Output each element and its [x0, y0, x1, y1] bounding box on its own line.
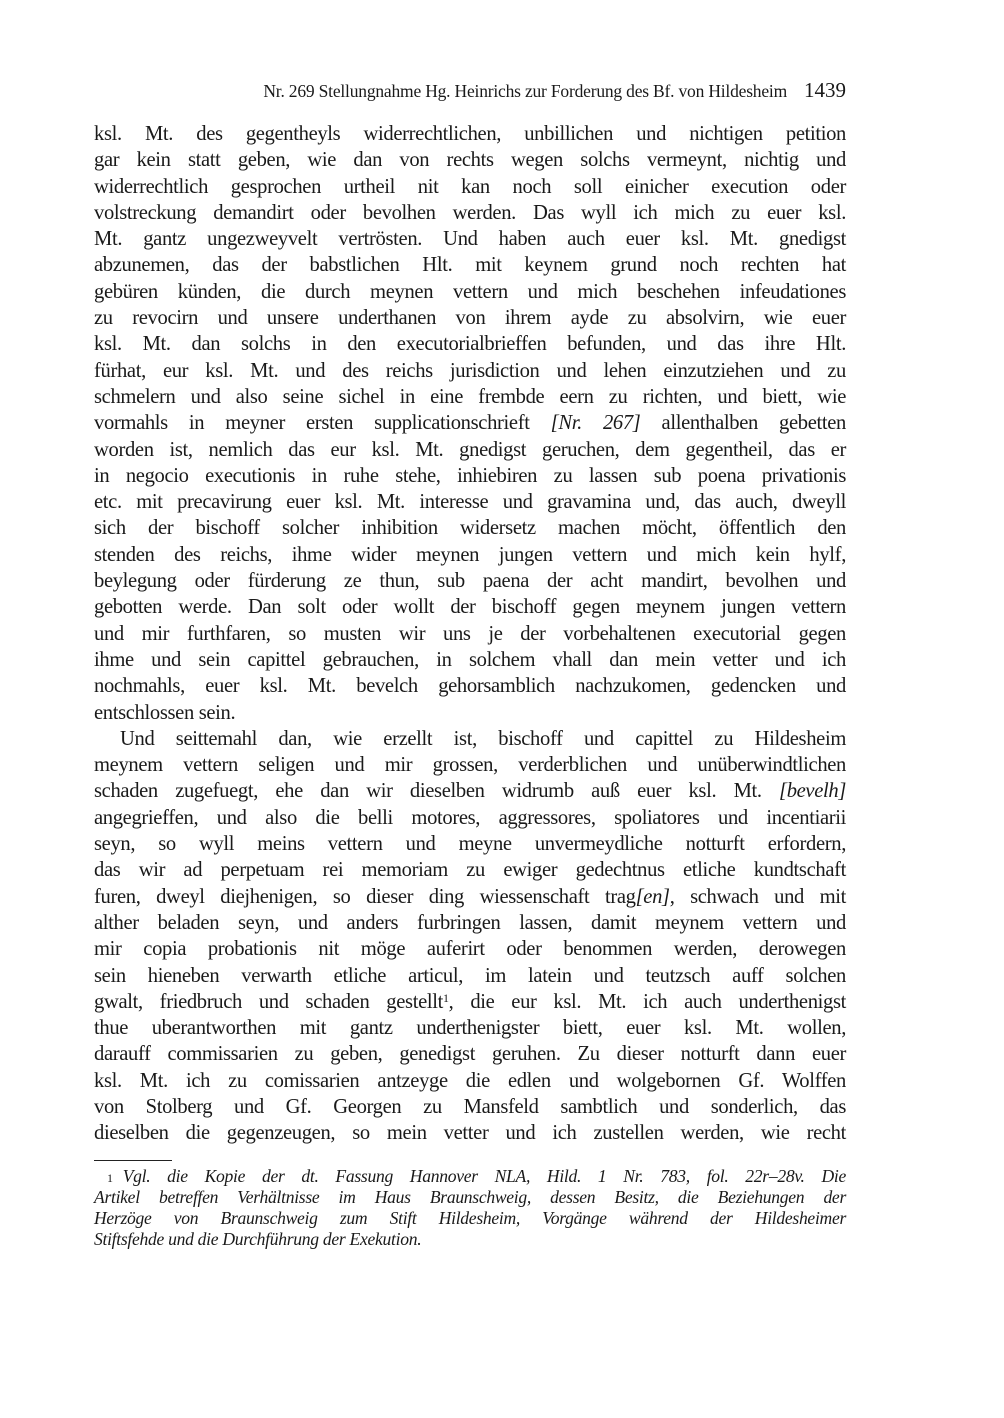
text-line: von Stolberg und Gf. Georgen zu Mansfeld sambtlich und sonderlich, das	[94, 1095, 846, 1118]
text-line: seyn, so wyll meins vettern und meyne unvermeydliche notturft erfordern,	[94, 833, 846, 856]
text-line: nochmahls, euer ksl. Mt. bevelch gehorsamblich nachzukomen, gedencken und	[94, 675, 846, 698]
text-segment: vormahls in meyner ersten supplicationschrieft	[94, 412, 551, 435]
text-line	[94, 884, 846, 910]
text-segment: furen, dweyl diejhenigen, so dieser ding wiessenschaft trag	[94, 885, 636, 908]
text-line: sein hieneben verwarth etliche articul, im latein und teutzsch auff solchen	[94, 964, 846, 987]
text-line: worden ist, nemlich das eur ksl. Mt. gnedigst geruchen, dem gegentheil, das er	[94, 438, 846, 461]
text-line: abzunemen, das der babstlichen Hlt. mit keynem grund noch rechten hat	[94, 254, 846, 277]
footnote-divider	[94, 1160, 172, 1161]
text-line: Mt. gantz ungezweyvelt vertrösten. Und haben auch euer ksl. Mt. gnedigst	[94, 228, 846, 251]
text-line: sich der bischoff solcher inhibition widersetz machen möcht, öffentlich den	[94, 517, 846, 540]
main-text	[94, 121, 846, 1147]
text-line: widerrechtlich gesprochen urtheil nit kan noch soll einicher execution oder	[94, 175, 846, 198]
editorial-insertion: [en]	[635, 885, 670, 908]
text-segment: schaden zugefuegt, ehe dan wir dieselben widrumb auß euer ksl. Mt.	[94, 780, 780, 803]
running-header	[94, 78, 846, 108]
editorial-reference: [Nr. 267]	[550, 412, 641, 435]
text-line: alther beladen seyn, und anders furbringen lassen, damit meynem vettern und	[94, 911, 846, 934]
text-segment: , schwach und mit	[669, 885, 846, 908]
footnote-line: Stiftsfehde und die Durchführung der Exekution.	[94, 1229, 422, 1249]
footnote-line: Herzöge von Braunschweig zum Stift Hildesheim, Vorgänge während der Hildesheimer	[94, 1208, 846, 1228]
footnote-marker[interactable]: 1	[442, 990, 449, 1005]
text-line: beylegung oder fürderung ze thun, sub paena der acht mandirt, bevolhen und	[94, 570, 846, 593]
text-line: ksl. Mt. ich zu comissarien antzeyge die edlen und wolgebornen Gf. Wolffen	[94, 1069, 846, 1092]
text-line: meynem vettern seligen und mir grossen, verderblichen und unüberwindtlichen	[94, 754, 846, 777]
running-title: Nr. 269 Stellungnahme Hg. Heinrichs zur Forderung des Bf. von Hildesheim	[263, 81, 787, 101]
text-line: in negocio executionis in ruhe stehe, inhiebiren zu lassen sub poena privationis	[94, 464, 846, 487]
text-line: ksl. Mt. des gegentheyls widerrechtlichen, unbillichen und nichtigen petition	[94, 123, 846, 145]
text-line: gebotten werde. Dan solt oder wollt der bischoff gegen meynem jungen vettern	[94, 596, 846, 619]
paragraph-2	[94, 726, 846, 1147]
text-segment: , die eur ksl. Mt. ich auch underthenigst	[448, 990, 846, 1013]
text-line: angegrieffen, und also die belli motores, aggressores, spoliatores und incentiarii	[94, 806, 846, 829]
text-line: dieselben die gegenzeugen, so mein vetter und ich zustellen werden, wie recht	[94, 1122, 846, 1145]
text-line: volstreckung demandirt oder bevolhen werden. Das wyll ich mich zu euer ksl.	[94, 201, 846, 224]
text-line: darauff commissarien zu geben, genedigst geruhen. Zu dieser notturft dann euer	[94, 1043, 846, 1066]
footnote-line: Artikel betreffen Verhältnisse im Haus Braunschweig, dessen Besitz, die Beziehungen der	[94, 1187, 846, 1207]
text-line: thue uberantworthen mit gantz underthenigster biett, euer ksl. Mt. wollen,	[94, 1017, 846, 1040]
text-line: ihme und sein capittel gebrauchen, in solchem vhall dan mein vetter und ich	[94, 648, 846, 671]
text-line: gebüren künden, die durch meynen vettern und mich beschehen infeudationes	[94, 280, 846, 303]
text-line: mir copia probationis nit möge auferirt oder benommen werden, derowegen	[94, 938, 846, 961]
text-line	[94, 410, 846, 436]
text-line: ksl. Mt. dan solchs in den executorialbrieffen befunden, und das ihre Hlt.	[94, 333, 846, 356]
text-line: etc. mit precavirung euer ksl. Mt. interesse und gravamina und, das auch, dweyll	[94, 491, 846, 514]
text-line: fürhat, eur ksl. Mt. und des reichs jurisdiction und lehen einzutziehen und zu	[94, 359, 846, 382]
footnote-1	[94, 1166, 846, 1250]
text-line: und mir furthfaren, so musten wir uns je der vorbehaltenen executorial gegen	[94, 622, 846, 645]
text-segment: allenthalben gebetten	[640, 412, 846, 435]
text-line: Und seittemahl dan, wie erzellt ist, bischoff und capittel zu Hildesheim	[120, 727, 846, 750]
text-line: gar kein statt geben, wie dan von rechts wegen solchs vermeynt, nichtig und	[94, 149, 846, 172]
text-line: zu revocirn und unsere underthanen von ihrem ayde zu absolvirn, wie euer	[94, 307, 846, 330]
text-line: das wir ad perpetuam rei memoriam zu ewiger gedechtnus etliche kundtschaft	[94, 859, 846, 882]
page-number: 1439	[804, 78, 846, 102]
footnote-text: Vgl. die Kopie der dt. Fassung Hannover NLA, Hild. 1 Nr. 783, fol. 22r–28v. Die	[122, 1166, 846, 1186]
text-segment: gwalt, friedbruch und schaden gestellt	[94, 990, 443, 1013]
text-line: schmelern und also seine sichel in eine frembde eern zu richten, und biett, wie	[94, 385, 846, 408]
text-line	[94, 778, 846, 804]
paragraph-1	[94, 121, 846, 726]
editorial-insertion: [bevelh]	[779, 780, 846, 803]
footnote-number: 1	[107, 1171, 113, 1185]
footnotes	[94, 1166, 846, 1250]
text-line: stenden des reichs, ihme wider meynen jungen vettern und mich kein hylf,	[94, 543, 846, 566]
text-line	[94, 989, 846, 1015]
text-line: entschlossen sein.	[94, 701, 236, 724]
footnote-line	[94, 1166, 846, 1187]
